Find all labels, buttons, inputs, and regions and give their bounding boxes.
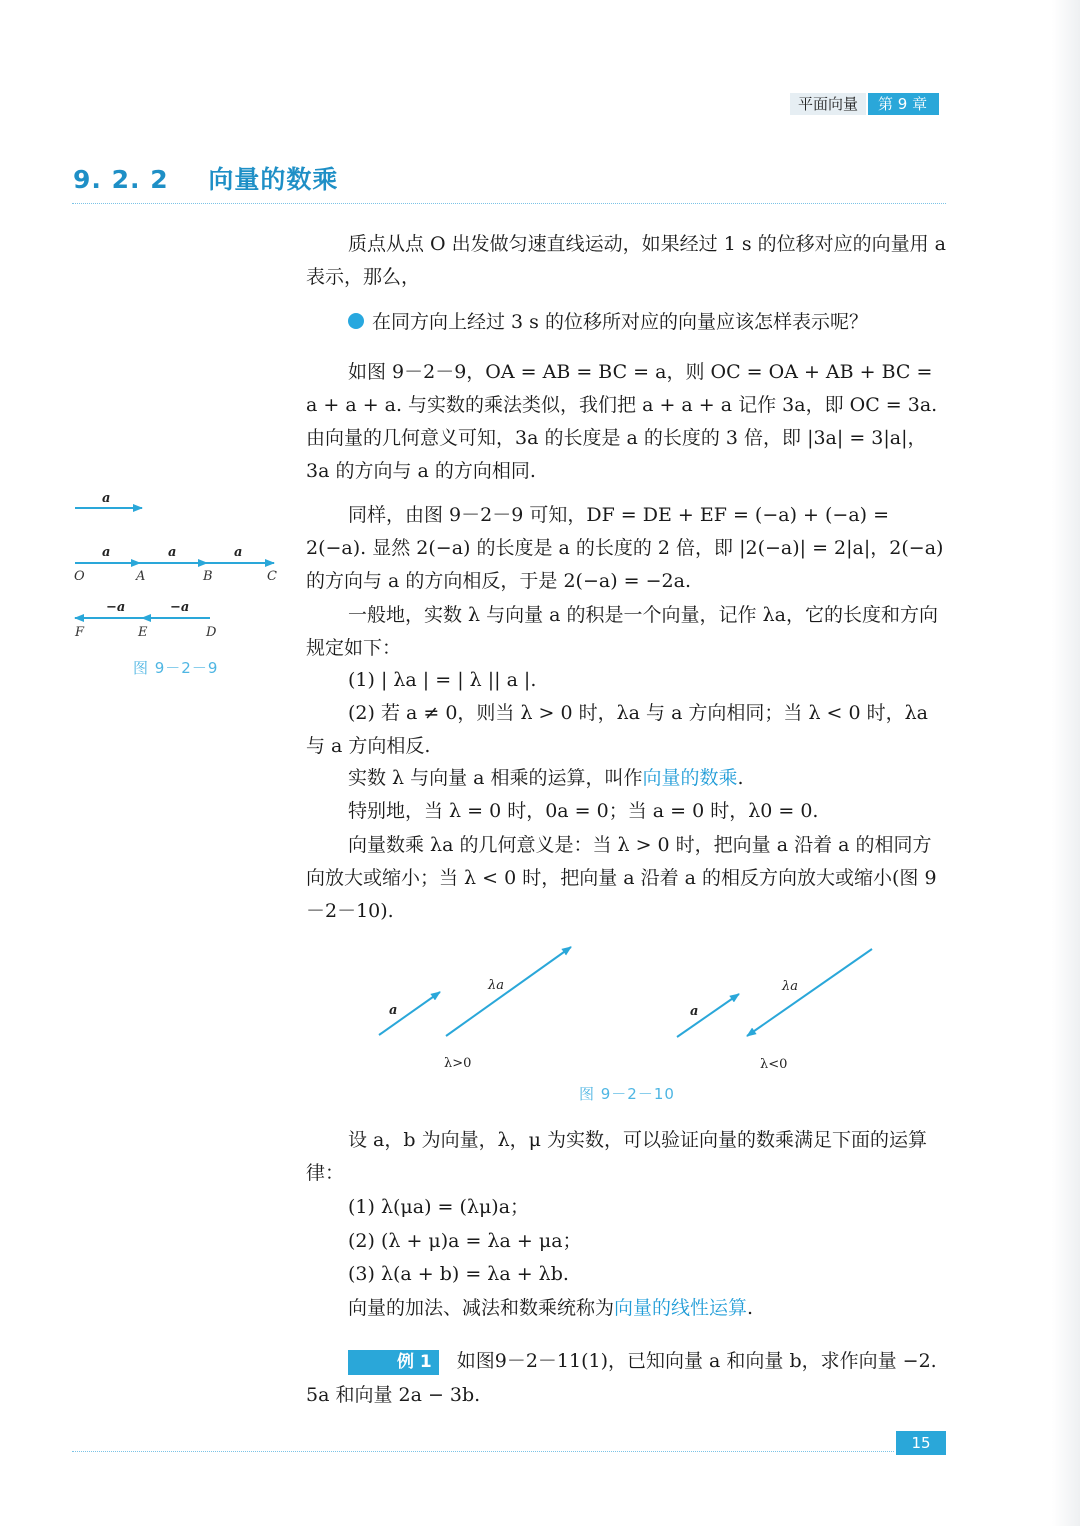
question-paragraph bbox=[306, 306, 946, 339]
paragraph-definition-intro: 一般地，实数 λ 与向量 a 的积是一个向量，记作 λa，它的长度和方向规定如下： bbox=[306, 604, 938, 659]
label-a-1: a bbox=[102, 545, 111, 560]
chapter-label: 第 9 章 bbox=[868, 93, 939, 115]
vector-lambda-a-neg bbox=[747, 949, 872, 1036]
footer-divider bbox=[72, 1451, 894, 1452]
definition-suffix: . bbox=[737, 767, 744, 789]
question-text: 在同方向上经过 3 s 的位移所对应的向量应该怎样表示呢？ bbox=[372, 311, 868, 333]
label-a-3: a bbox=[234, 545, 243, 560]
law-associative: (1) λ(μa) = (λμ)a； bbox=[348, 1196, 530, 1218]
linear-operations-summary bbox=[306, 1292, 946, 1325]
rule-length: (1) | λa | = | λ || a |. bbox=[348, 669, 537, 691]
definition-term: 向量的数乘 bbox=[642, 767, 738, 789]
section-number: 9. 2. 2 bbox=[73, 165, 169, 194]
summary-term: 向量的线性运算 bbox=[614, 1297, 748, 1319]
law-distributive-vector: (3) λ(a + b) = λa + λb. bbox=[348, 1263, 569, 1285]
summary-prefix: 向量的加法、减法和数乘统称为 bbox=[348, 1297, 615, 1319]
intro-paragraph: 质点从点 O 出发做匀速直线运动，如果经过 1 s 的位移对应的向量用 a 表示，那么， bbox=[306, 233, 946, 288]
figure-9-2-9-caption: 图 9－2－9 bbox=[133, 659, 219, 677]
definition-paragraph bbox=[306, 762, 946, 795]
point-O: O bbox=[74, 569, 85, 584]
point-E: E bbox=[138, 625, 148, 640]
label-a-top: a bbox=[102, 491, 111, 506]
paragraph-3a: 如图 9－2－9，OA = AB = BC = a，则 OC = OA + AB + BC = a + a + a. 与实数的乘法类似，我们把 a + a + a 记作 3a，即 OC = 3a. 由向量的几何意义可知，3a 的长度是 a 的长度的 3 倍，即 |3a| = 3|a|，3a 的方向与 a 的方向相同. bbox=[306, 361, 938, 482]
figure-9-2-10 bbox=[370, 940, 890, 1080]
page-number: 15 bbox=[896, 1431, 946, 1455]
example-text: 如图9－2－11(1)，已知向量 a 和向量 b，求作向量 −2. 5a 和向量 2a − 3b. bbox=[306, 1350, 937, 1406]
label-lambda-a-pos: λa bbox=[488, 978, 504, 993]
rule-direction: (2) 若 a ≠ 0，则当 λ > 0 时，λa 与 a 方向相同；当 λ < 0 时，λa 与 a 方向相反. bbox=[306, 702, 929, 757]
figure-9-2-9 bbox=[66, 486, 288, 656]
special-case: 特别地，当 λ = 0 时，0a = 0；当 a = 0 时，λ0 = 0. bbox=[348, 800, 819, 822]
vector-lambda-a-pos bbox=[446, 947, 571, 1036]
condition-negative: λ<0 bbox=[760, 1057, 788, 1072]
label-neg-a-2: −a bbox=[170, 600, 190, 615]
example-1 bbox=[306, 1344, 946, 1412]
page-edge-shade bbox=[1052, 0, 1080, 1526]
paragraph-neg-a: 同样，由图 9－2－9 可知，DF = DE + EF = (−a) + (−a) = 2(−a). 显然 2(−a) 的长度是 a 的长度的 2 倍，即 |2(−a)| = 2|a|，2(−a) 的方向与 a 的方向相反，于是 2(−a) = −2a. bbox=[306, 504, 944, 592]
label-neg-a-1: −a bbox=[106, 600, 126, 615]
book-label: 平面向量 bbox=[790, 93, 866, 115]
example-badge: 例 1 bbox=[348, 1350, 439, 1375]
figure-9-2-10-caption: 图 9－2－10 bbox=[579, 1085, 675, 1103]
label-a-left: a bbox=[389, 1003, 398, 1018]
label-lambda-a-neg: λa bbox=[782, 979, 798, 994]
vector-a-right bbox=[677, 994, 739, 1037]
point-F: F bbox=[75, 625, 85, 640]
point-C: C bbox=[267, 569, 277, 584]
point-D: D bbox=[206, 625, 217, 640]
section-name: 向量的数乘 bbox=[208, 165, 339, 194]
chapter-tag bbox=[790, 93, 939, 115]
label-a-right: a bbox=[690, 1004, 699, 1019]
section-title bbox=[73, 160, 338, 196]
laws-intro: 设 a，b 为向量，λ，μ 为实数，可以验证向量的数乘满足下面的运算律： bbox=[306, 1129, 928, 1184]
question-bullet-icon bbox=[348, 313, 364, 329]
point-B: B bbox=[203, 569, 213, 584]
label-a-2: a bbox=[168, 545, 177, 560]
geometric-meaning: 向量数乘 λa 的几何意义是：当 λ > 0 时，把向量 a 沿着 a 的相同方向放大或缩小；当 λ < 0 时，把向量 a 沿着 a 的相反方向放大或缩小(图 9－2－10). bbox=[306, 834, 937, 922]
definition-prefix: 实数 λ 与向量 a 相乘的运算，叫作 bbox=[348, 767, 643, 789]
section-divider bbox=[72, 203, 946, 204]
summary-suffix: . bbox=[747, 1297, 754, 1319]
point-A: A bbox=[136, 569, 146, 584]
law-distributive-scalar: (2) (λ + μ)a = λa + μa； bbox=[348, 1230, 582, 1252]
condition-positive: λ>0 bbox=[444, 1056, 472, 1071]
